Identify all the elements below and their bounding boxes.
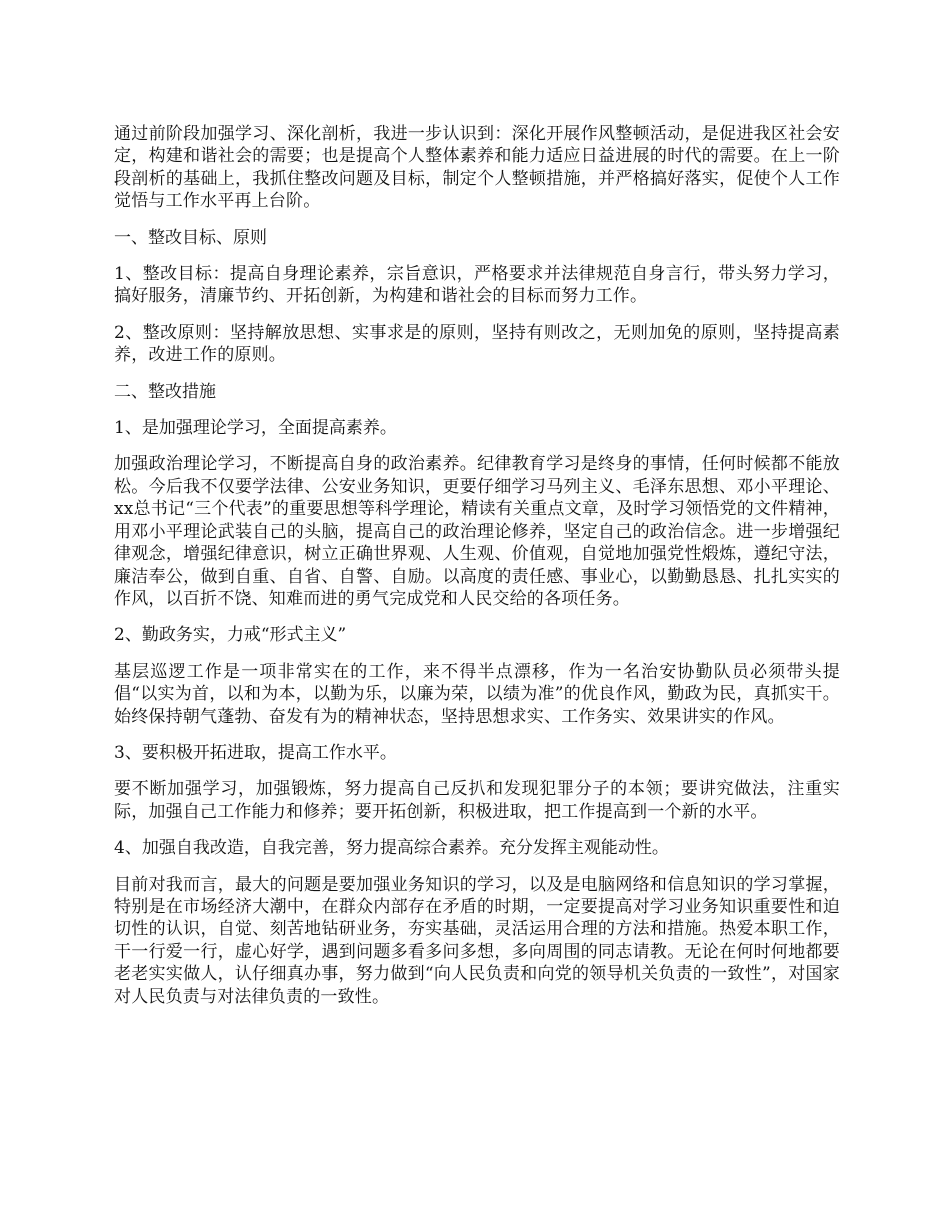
section-heading-measures: 二、整改措施 [114, 381, 216, 402]
measure-1-heading: 1、是加强理论学习，全面提高素养。 [114, 418, 397, 439]
measure-4-paragraph: 目前对我而言，最大的问题是要加强业务知识的学习，以及是电脑网络和信息知识的学习掌握，特别是在市场经济大潮中，在群众内部存在矛盾的时期，一定要提高对学习业务知识重要性和迫切性的认识，自觉、刻苦地钻研业务，夯实基础，灵活运用合理的方法和措施。热爱本职工作，干一行爱一行，虚心好学，遇到问题多看多问多想，多向周围的同志请教。无论在何时何地都要老老实实做人，认仔细真办事，努力做到“向人民负责和向党的领导机关负责的一致性”，对国家对人民负责与对法律负责的一致性。 [114, 874, 840, 1007]
intro-paragraph: 通过前阶段加强学习、深化剖析，我进一步认识到：深化开展作风整顿活动，是促进我区社会安定，构建和谐社会的需要；也是提高个人整体素养和能力适应日益进展的时代的需要。在上一阶段剖析的基础上，我抓住整改问题及目标，制定个人整顿措施，并严格搞好落实，促使个人工作觉悟与工作水平再上台阶。 [114, 124, 840, 212]
principle-paragraph: 2、整改原则：坚持解放思想、实事求是的原则，坚持有则改之，无则加免的原则，坚持提高素养，改进工作的原则。 [114, 322, 840, 366]
measure-2-heading: 2、勤政务实，力戒“形式主义” [114, 625, 347, 646]
measure-2-paragraph: 基层巡逻工作是一项非常实在的工作，来不得半点漂移，作为一名治安协勤队员必须带头提倡“以实为首，以和为本，以勤为乐，以廉为荣，以绩为准”的优良作风，勤政为民，真抓实干。始终保持朝气蓬勃、奋发有为的精神状态，坚持思想求实、工作务实、效果讲实的作风。 [114, 661, 840, 727]
measure-3-paragraph: 要不断加强学习，加强锻炼，努力提高自己反扒和发现犯罪分子的本领；要讲究做法，注重实际，加强自己工作能力和修养；要开拓创新，积极进取，把工作提高到一个新的水平。 [114, 779, 840, 822]
measure-3-heading: 3、要积极开拓进取，提高工作水平。 [114, 742, 397, 763]
goal-paragraph: 1、整改目标：提高自身理论素养，宗旨意识，严格要求并法律规范自身言行，带头努力学习，搞好服务，清廉节约、开拓创新，为构建和谐社会的目标而努力工作。 [114, 264, 840, 307]
section-heading-goals: 一、整改目标、原则 [114, 227, 267, 248]
measure-4-heading: 4、加强自我改造，自我完善，努力提高综合素养。充分发挥主观能动性。 [114, 838, 669, 859]
measure-1-paragraph: 加强政治理论学习，不断提高自身的政治素养。纪律教育学习是终身的事情，任何时候都不能放松。今后我不仅要学法律、公安业务知识，更要仔细学习马列主义、毛泽东思想、邓小平理论、xx总书记“三个代表”的重要思想等科学理论，精读有关重点文章，及时学习领悟党的文件精神，用邓小平理论武装自己的头脑，提高自己的政治理论修养，坚定自己的政治信念。进一步增强纪律观念，增强纪律意识，树立正确世界观、人生观、价值观，自觉地加强党性煅炼，遵纪守法，廉洁奉公，做到自重、自省、自警、自励。以高度的责任感、事业心，以勤勤恳恳、扎扎实实的作风，以百折不饶、知难而进的勇气完成党和人民交给的各项任务。 [114, 454, 840, 609]
